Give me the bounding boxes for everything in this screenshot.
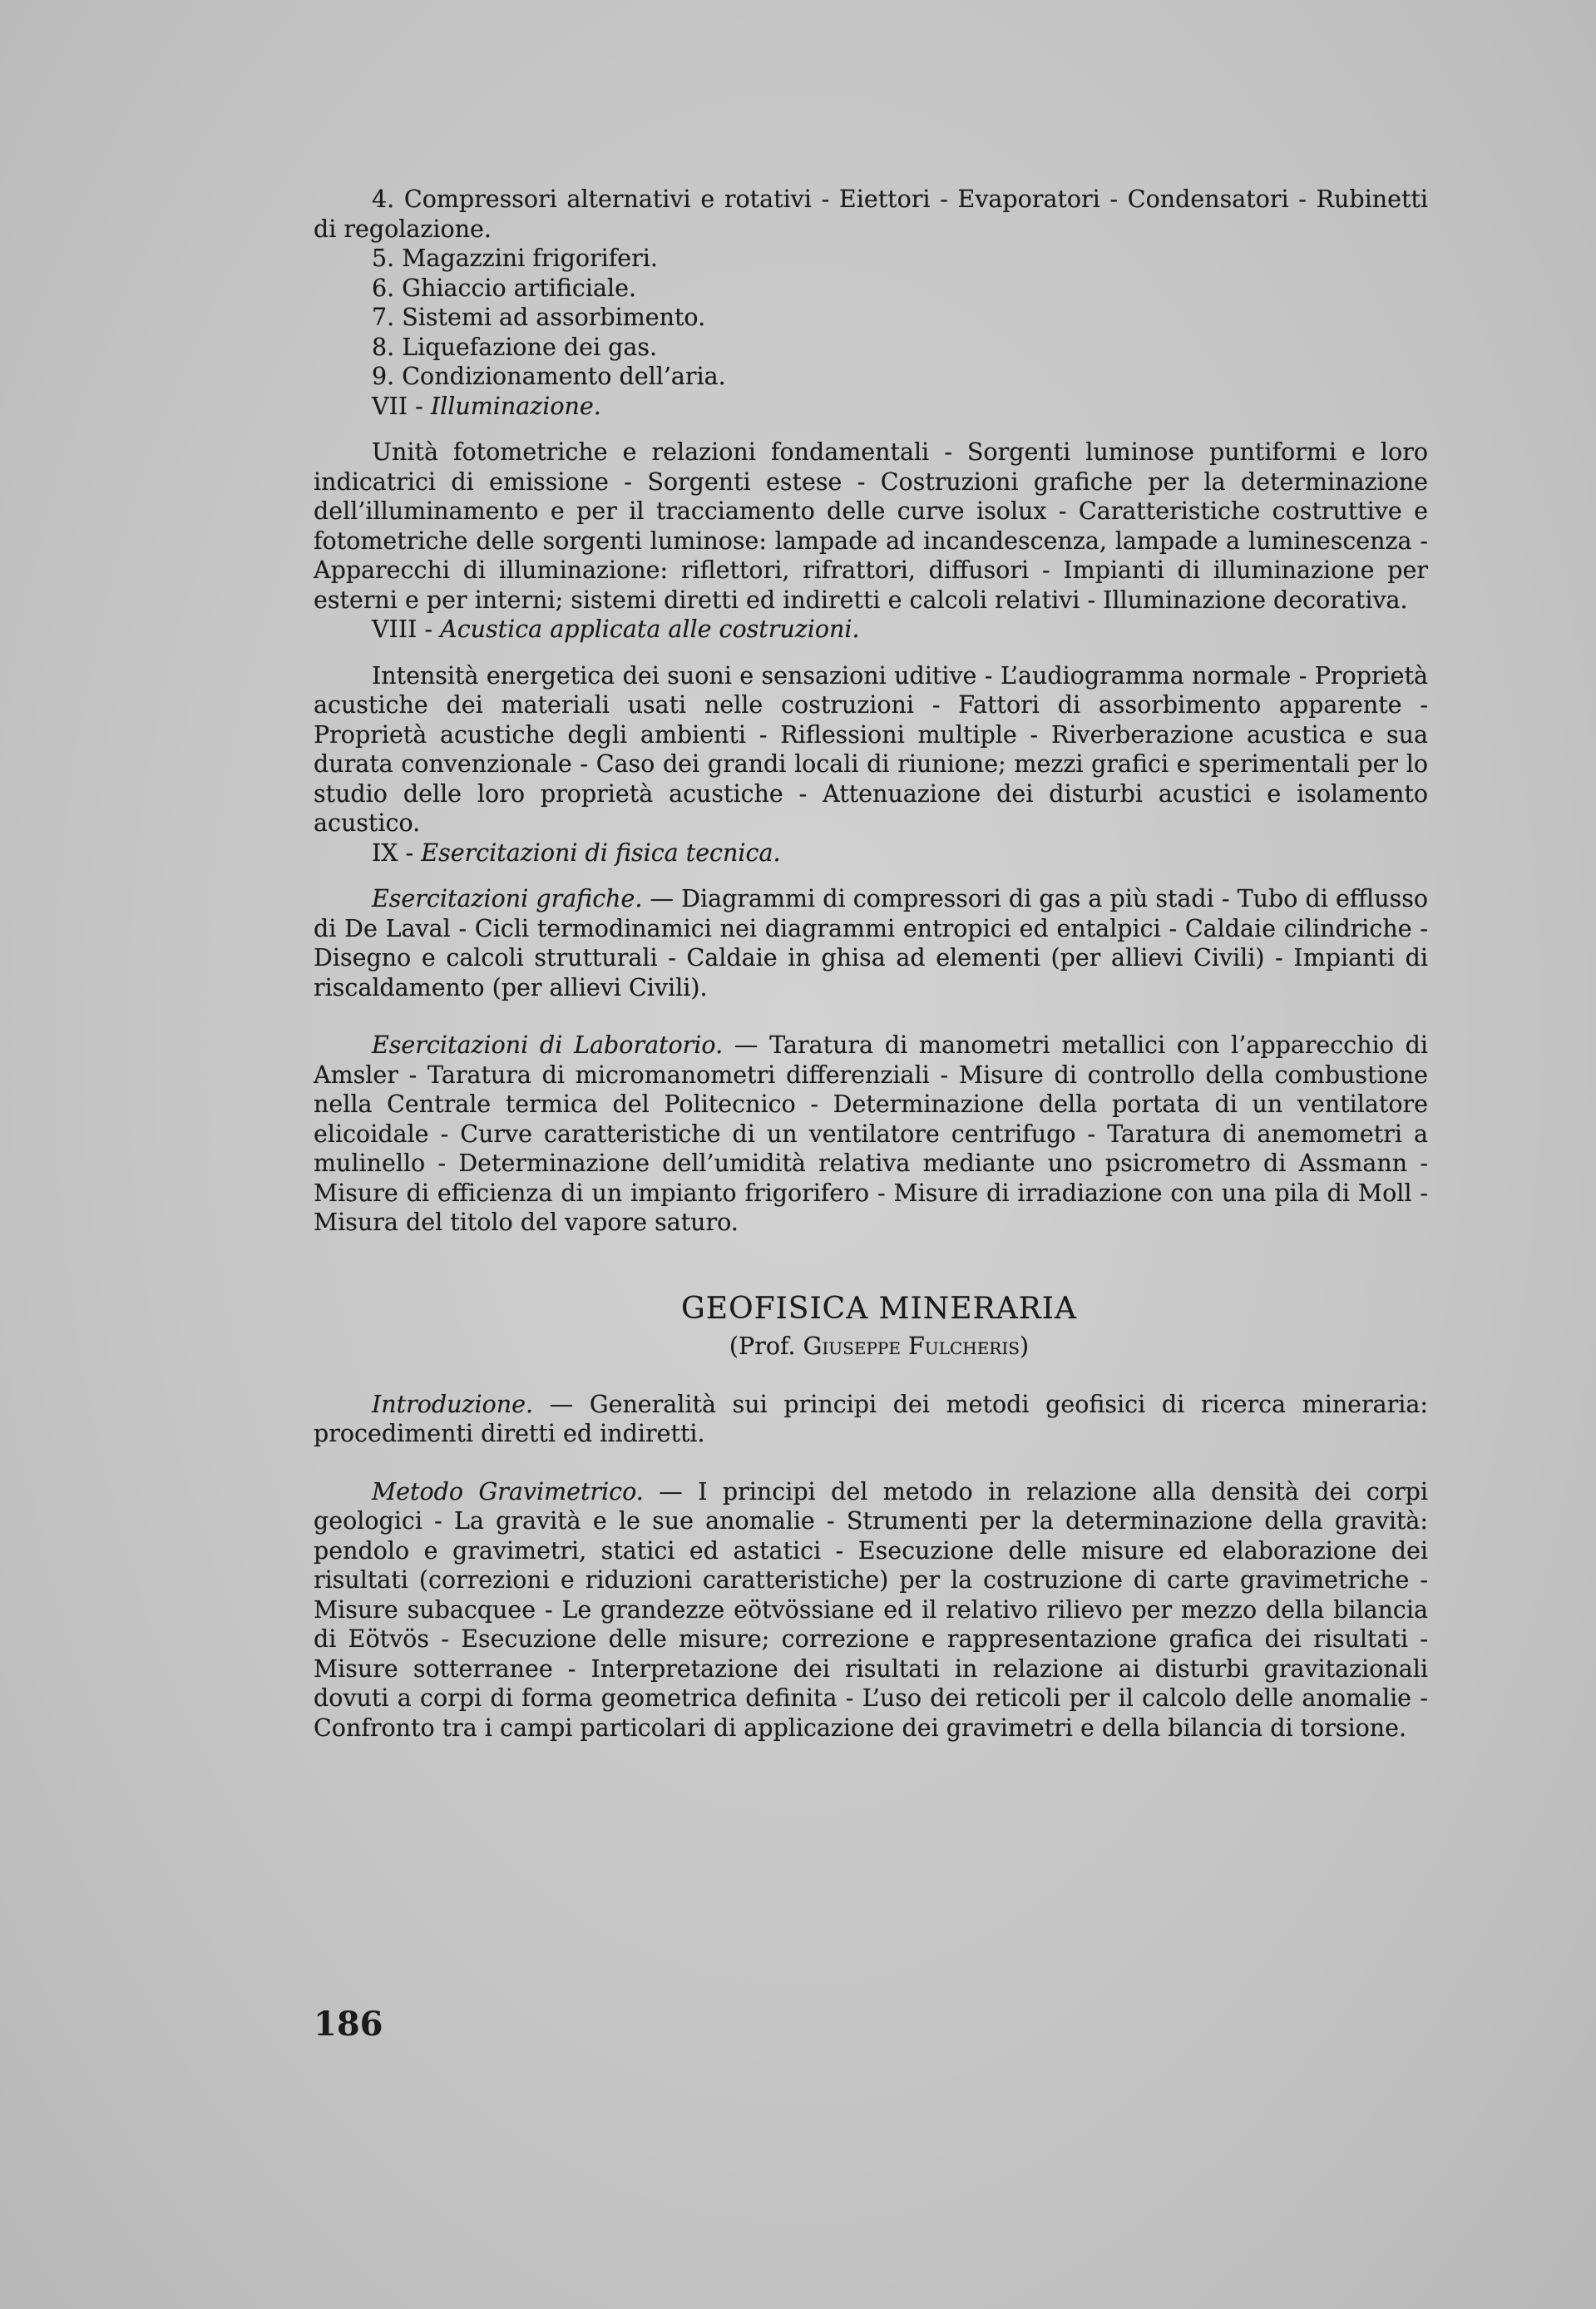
- paragraph-label: Introduzione.: [372, 1390, 534, 1418]
- list-item-8: 8. Liquefazione dei gas.: [372, 333, 658, 361]
- paragraph-label: Esercitazioni di Laboratorio.: [372, 1031, 724, 1059]
- chapter-title: GEOFISICA MINERARIA: [681, 1291, 1077, 1326]
- professor-name: Giuseppe Fulcheris: [803, 1332, 1020, 1360]
- paragraph-text: — Diagrammi di compressori di gas a più stadi - Tubo di efflusso di De Laval - Cicli termodinamici nei diagrammi entropici ed entalpici - Caldaie cilindriche - Disegno e calcoli strutturali - Caldaie in ghisa ad elementi (per allievi Civili) - Impianti di riscaldamento (per allievi Civili).: [314, 885, 1428, 1001]
- section-title: Acustica applicata alle costruzioni.: [440, 616, 860, 643]
- section-number: VIII -: [372, 616, 441, 643]
- section-title: Esercitazioni di fisica tecnica.: [421, 838, 781, 867]
- list-item-6: 6. Ghiaccio artificiale.: [372, 274, 637, 302]
- paragraph-label: Esercitazioni grafiche.: [372, 885, 643, 912]
- paragraph-text: — Generalità sui principi dei metodi geofisici di ricerca mineraria: procedimenti diretti ed indiretti.: [314, 1390, 1428, 1447]
- section-number: VII -: [372, 392, 431, 420]
- paragraph-introduzione: [314, 1390, 1428, 1449]
- section-heading-ix: [314, 838, 1428, 868]
- list-item-5: 5. Magazzini frigoriferi.: [372, 245, 658, 272]
- page-number: 186: [314, 2005, 383, 2044]
- list-item-7: 7. Sistemi ad assorbimento.: [372, 304, 706, 331]
- list-item-9: 9. Condizionamento dell’aria.: [372, 363, 726, 390]
- paragraph-esercitazioni-laboratorio: [314, 1031, 1428, 1238]
- section-body-viii: Intensità energetica dei suoni e sensazioni uditive - L’audiogramma normale - Proprietà acustiche dei materiali usati nelle costruzioni - Fattori di assorbimento apparente - Proprietà acustiche degli ambienti - Riflessioni multiple - Riverberazione acustica e sua durata convenzionale - Caso dei grandi locali di riunione; mezzi grafici e sperimentali per lo studio delle loro proprietà acustiche - Attenuazione dei disturbi acustici e isolamento acustico.: [314, 661, 1428, 837]
- section-heading-vii: [314, 392, 1428, 422]
- section-number: IX -: [372, 838, 422, 867]
- list-item-4: 4. Compressori alternativi e rotativi - Eiettori - Evaporatori - Condensatori - Rubinetti di regolazione.: [314, 185, 1428, 243]
- section-title: Illuminazione.: [430, 392, 601, 420]
- paragraph-metodo-gravimetrico: [314, 1477, 1428, 1743]
- paragraph-esercitazioni-grafiche: [314, 884, 1428, 1002]
- paragraph-label: Metodo Gravimetrico.: [372, 1477, 644, 1506]
- professor-prefix: (Prof.: [729, 1332, 803, 1360]
- page-text: [314, 185, 1428, 1743]
- paragraph-text: — Taratura di manometri metallici con l’apparecchio di Amsler - Taratura di micromanometri differenziali - Misure di controllo della combustione nella Centrale termica del Politecnico - Determinazione della portata di un ventilatore elicoidale - Curve caratteristiche di un ventilatore centrifugo - Taratura di anemometri a mulinello - Determinazione dell’umidità relativa mediante uno psicrometro di Assmann - Misure di efficienza di un impianto frigorifero - Misure di irradiazione con una pila di Moll - Misura del titolo del vapore saturo.: [314, 1031, 1428, 1236]
- section-heading-viii: [314, 615, 1428, 645]
- section-body-vii: Unità fotometriche e relazioni fondamentali - Sorgenti luminose puntiformi e loro indicatrici di emissione - Sorgenti estese - Costruzioni grafiche per la determinazione dell’illuminamento e per il tracciamento delle curve isolux - Caratteristiche costruttive e fotometriche delle sorgenti luminose: lampade ad incandescenza, lampade a luminescenza - Apparecchi di illuminazione: riflettori, rifrattori, diffusori - Impianti di illuminazione per esterni e per interni; sistemi diretti ed indiretti e calcoli relativi - Illuminazione decorativa.: [314, 438, 1428, 614]
- professor-suffix: ): [1019, 1332, 1030, 1360]
- paragraph-text: — I principi del metodo in relazione alla densità dei corpi geologici - La gravità e le sue anomalie - Strumenti per la determinazione della gravità: pendolo e gravimetri, statici ed astatici - Esecuzione delle misure ed elaborazione dei risultati (correzioni e riduzioni caratteristiche) per la costruzione di carte gravimetriche - Misure subacquee - Le grandezze eötvössiane ed il relativo rilievo per mezzo della bilancia di Eötvös - Esecuzione delle misure; correzione e rappresentazione grafica dei risultati - Misure sotterranee - Interpretazione dei risultati in relazione ai disturbi gravitazionali dovuti a corpi di forma geometrica definita - L’uso dei reticoli per il calcolo delle anomalie - Confronto tra i campi particolari di applicazione dei gravimetri e della bilancia di torsione.: [314, 1477, 1428, 1742]
- professor-line: [314, 1332, 1428, 1362]
